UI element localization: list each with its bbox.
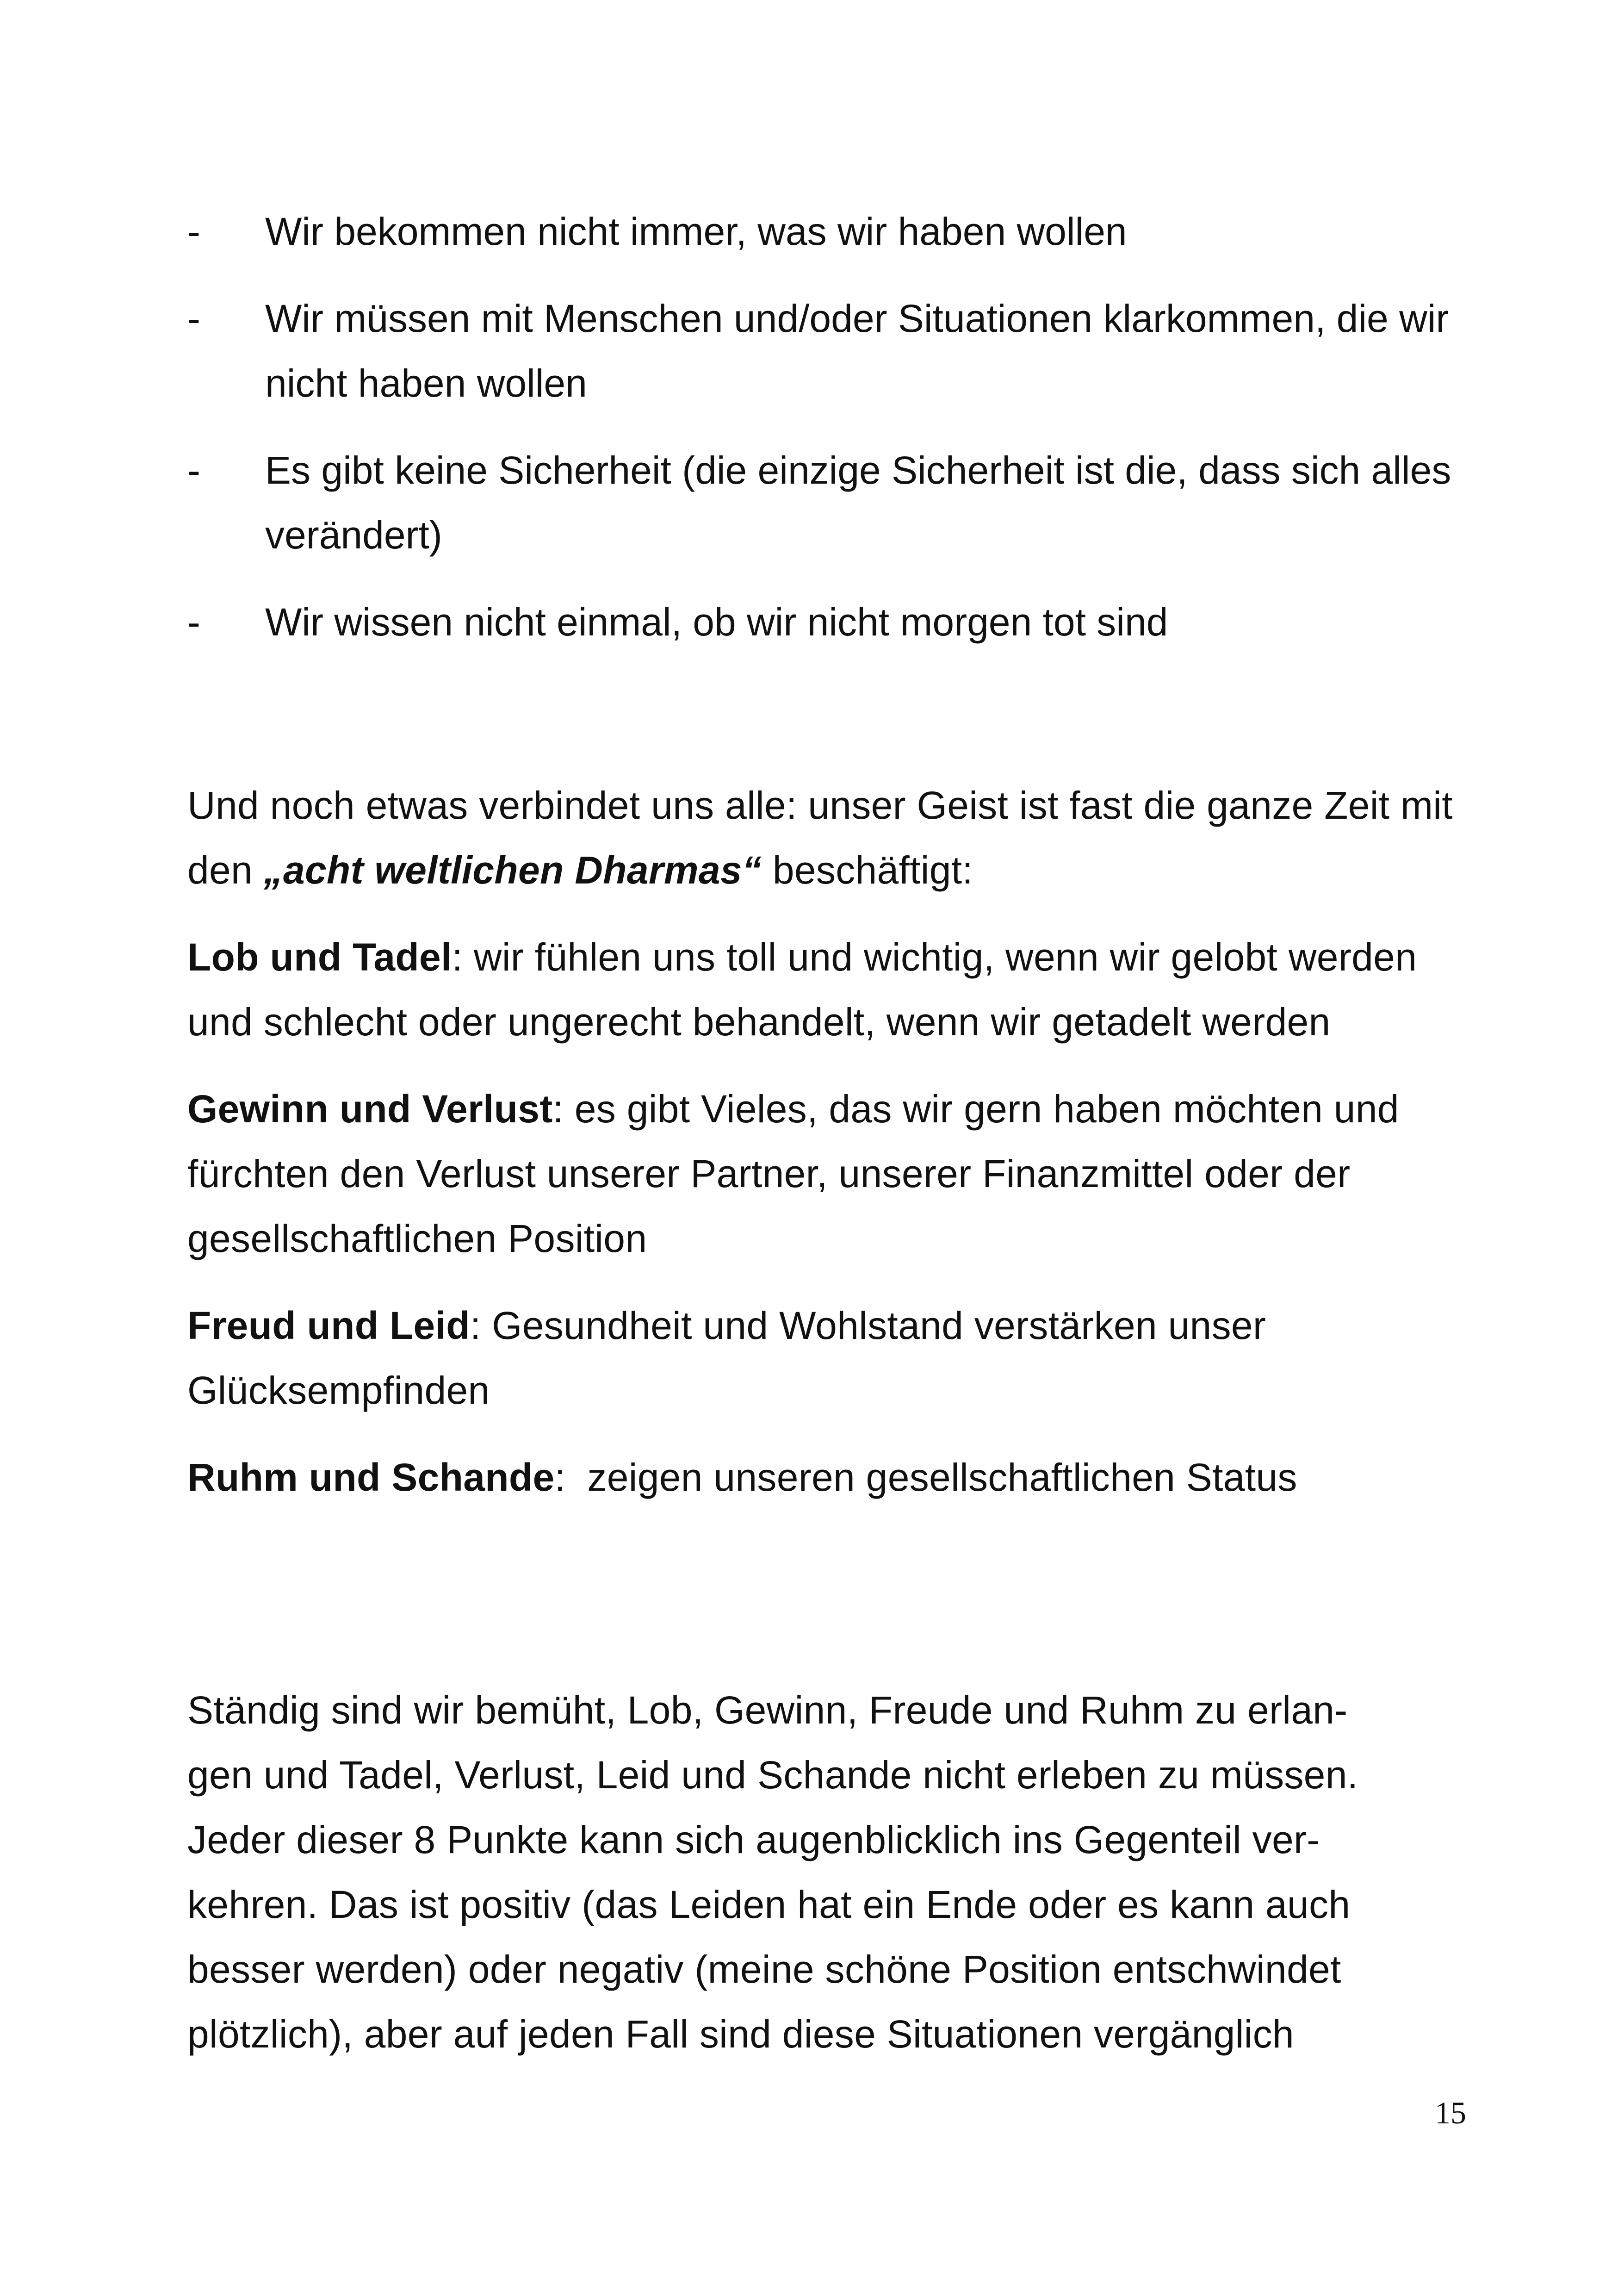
dharma-term: Gewinn und Verlust [187,1087,553,1131]
list-item [187,286,1483,416]
dharmas-section [187,773,1474,1532]
bullet-text: Wir bekommen nicht immer, was wir haben wollen [265,210,1127,253]
list-item [187,590,1483,654]
page-number: 15 [1435,2095,1466,2130]
closing-line: gen und Tadel, Verlust, Leid und Schande nicht erleben zu müssen. [187,1753,1358,1797]
bullet-dash: - [187,210,200,253]
closing-line: besser werden) oder negativ (meine schöne Position entschwindet [187,1948,1341,1991]
intro-emphasis: „acht weltlichen Dharmas“ [263,848,762,892]
dharma-paragraph-freud-leid [187,1293,1474,1423]
bullet-text: Es gibt keine Sicherheit (die einzige Sicherheit ist die, dass sich alles verändert) [265,448,1451,557]
intro-text-before: Und noch etwas verbindet uns alle: unser Geist ist fast die ganze Zeit mit den [187,784,1453,892]
closing-line: plötzlich), aber auf jeden Fall sind diese Situationen vergänglich [187,2012,1294,2056]
dharma-text: : zeigen unseren gesellschaftlichen Status [554,1456,1297,1499]
dharma-text: : es gibt Vieles, das wir gern haben möchten und fürchten den Verlust unserer Partner, unserer Finanzmittel oder der gesellschaftlichen Position [187,1087,1399,1260]
dharma-paragraph-ruhm-schande [187,1445,1474,1510]
bullet-dash: - [187,297,200,340]
bullet-list [187,199,1483,677]
list-item [187,199,1483,264]
intro-text-after: beschäftigt: [762,848,973,892]
bullet-dash: - [187,448,200,492]
bullet-text: Wir müssen mit Menschen und/oder Situationen klarkommen, die wir nicht haben wollen [265,297,1449,405]
dharma-text: : wir fühlen uns toll und wichtig, wenn wir gelobt werden und schlecht oder ungerecht behandelt, wenn wir getadelt werden [187,935,1417,1044]
dharma-paragraph-lob-tadel [187,925,1474,1054]
dharma-term: Ruhm und Schande [187,1456,555,1499]
list-item [187,438,1483,567]
dharma-text: : Gesundheit und Wohlstand verstärken unser Glücksempfinden [187,1304,1266,1412]
bullet-text: Wir wissen nicht einmal, ob wir nicht morgen tot sind [265,600,1168,644]
bullet-dash: - [187,600,200,644]
closing-line: Ständig sind wir bemüht, Lob, Gewinn, Freude und Ruhm zu erlan- [187,1688,1348,1732]
dharma-paragraph-gewinn-verlust [187,1076,1474,1271]
intro-paragraph [187,773,1474,902]
closing-paragraph [187,1678,1474,2066]
dharma-term: Freud und Leid [187,1304,470,1347]
closing-line: Jeder dieser 8 Punkte kann sich augenblicklich ins Gegenteil ver- [187,1818,1320,1861]
dharma-term: Lob und Tadel [187,935,452,979]
closing-line: kehren. Das ist positiv (das Leiden hat ein Ende oder es kann auch [187,1883,1351,1926]
